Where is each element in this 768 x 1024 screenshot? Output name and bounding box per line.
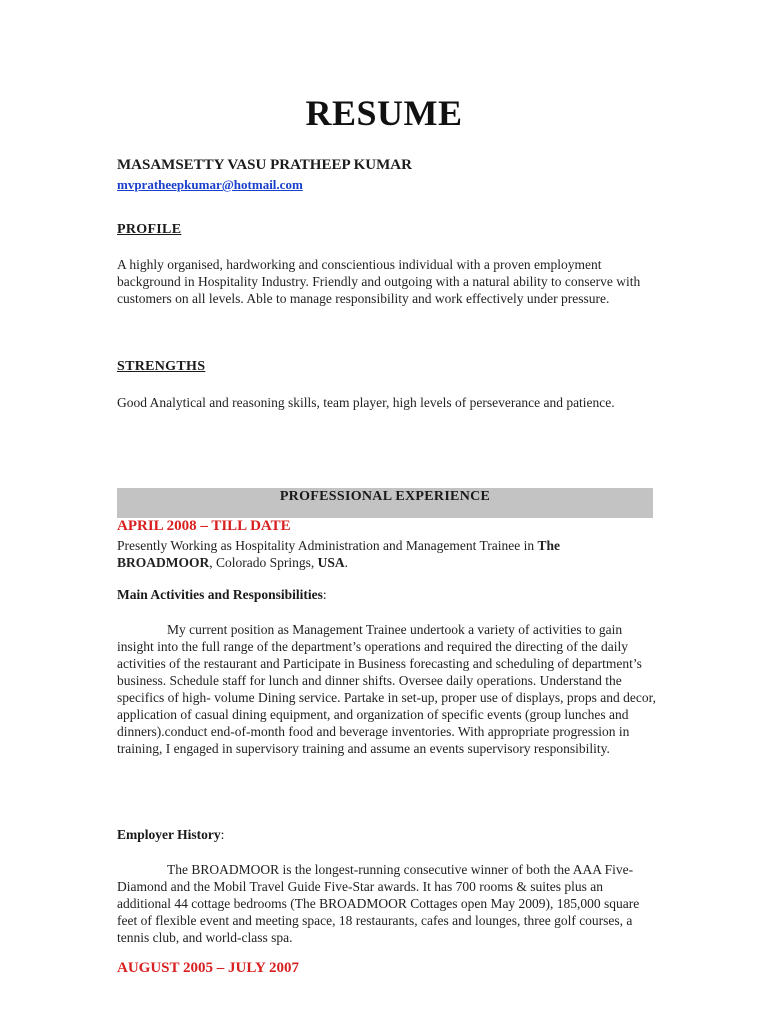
job1-employer: The BROADMOOR: [117, 538, 561, 570]
job1-country: USA: [317, 555, 345, 570]
activities-text: My current position as Management Trainee undertook a variety of activities to gain insight into the full range of the department’s operations and required the directing of the daily activities of the restaurant and Participate in Business forecasting and scheduling of department’s business. Schedule staff for lunch and dinner shifts. Oversee daily operations. Understand the specifics of high- volume Dining service. Partake in set-up, proper use of displays, props and decor, application of casual dining equipment, and organization of specific events (group lunches and dinners).conduct end-of-month food and beverage inventories. With appropriate progression in training, I engaged in supervisory training and assume an events supervisory responsibility.: [117, 622, 656, 756]
strengths-text: Good Analytical and reasoning skills, team player, high levels of perseverance and patience.: [117, 395, 615, 410]
history-heading-line: [117, 827, 224, 843]
activities-heading: Main Activities and Responsibilities: [117, 587, 323, 602]
history-colon: :: [220, 827, 225, 842]
experience-heading: PROFESSIONAL EXPERIENCE: [279, 489, 491, 504]
history-heading: Employer History: [117, 827, 221, 842]
job1-intro: [117, 537, 657, 571]
email-link[interactable]: mvpratheepkumar@hotmail.com: [117, 177, 303, 192]
candidate-name: MASAMSETTY VASU PRATHEEP KUMAR: [117, 157, 412, 173]
activities-colon: :: [322, 587, 327, 602]
history-text: The BROADMOOR is the longest-running consecutive winner of both the AAA Five-Diamond and the Mobil Travel Guide Five-Star awards. It has 700 rooms & suites plus an additional 44 cottage bedrooms (The BROADMOOR Cottages open May 2009), 185,000 square feet of flexible event and meeting space, 18 restaurants, cafes and lounges, three golf courses, a tennis club, and world-class spa.: [117, 862, 640, 945]
job1-location-end: .: [344, 555, 349, 570]
page-title: RESUME: [305, 93, 463, 133]
job2-dates: AUGUST 2005 – JULY 2007: [117, 960, 299, 976]
activities-heading-line: [117, 587, 327, 603]
job1-dates: APRIL 2008 – TILL DATE: [117, 518, 291, 534]
profile-heading: PROFILE: [117, 222, 182, 237]
job1-location-mid: , Colorado Springs,: [209, 555, 318, 570]
profile-text: A highly organised, hardworking and conscientious individual with a proven employment background in Hospitality Industry. Friendly and outgoing with a natural ability to conserve with customers on all levels. Able to manage responsibility and work effectively under pressure.: [117, 257, 641, 306]
strengths-heading: STRENGTHS: [117, 359, 206, 374]
job1-intro-text: Presently Working as Hospitality Administration and Management Trainee in: [117, 538, 538, 553]
experience-section-bar: [117, 488, 653, 518]
